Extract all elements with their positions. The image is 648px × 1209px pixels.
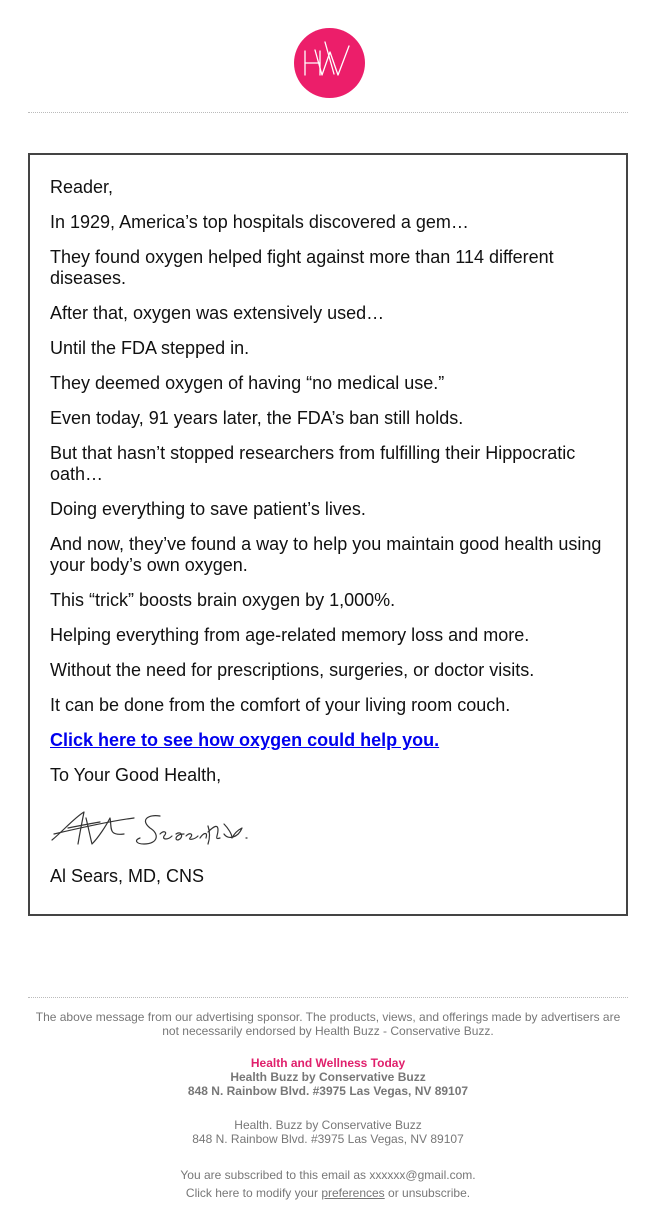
- modify-preferences-line: [28, 1184, 628, 1202]
- brand-name: Health and Wellness Today: [250, 1056, 406, 1070]
- footer-divider: [28, 997, 628, 998]
- letter-paragraph: This “trick” boosts brain oxygen by 1,000%.: [50, 590, 396, 610]
- letter-paragraph: It can be done from the comfort of your living room couch.: [50, 695, 511, 715]
- sponsor-disclaimer: The above message from our advertising sponsor. The products, views, and offerings made by advertisers are not necessarily endorsed by Health Buzz - Conservative Buzz.: [35, 1010, 621, 1038]
- email-header: [0, 0, 648, 112]
- signoff-name: Al Sears, MD, CNS: [50, 866, 205, 886]
- greeting: Reader,: [50, 177, 114, 197]
- company-address-block: [28, 1118, 628, 1146]
- modify-prefix: Click here to modify your: [185, 1186, 318, 1200]
- letter-paragraph: Doing everything to save patient’s lives.: [50, 499, 366, 519]
- company-address: 848 N. Rainbow Blvd. #3975 Las Vegas, NV 89107: [192, 1132, 464, 1146]
- letter-paragraph: They found oxygen helped fight against more than 114 different diseases.: [50, 247, 554, 288]
- closing-line: To Your Good Health,: [50, 765, 222, 785]
- company-line: Health. Buzz by Conservative Buzz: [234, 1118, 422, 1132]
- signature-image: [48, 804, 248, 852]
- letter-paragraph: But that hasn’t stopped researchers from fulfilling their Hippocratic oath…: [50, 443, 576, 484]
- modify-suffix: or unsubscribe.: [388, 1186, 471, 1200]
- header-divider: [28, 112, 628, 113]
- oxygen-cta-link[interactable]: Click here to see how oxygen could help you.: [50, 730, 440, 750]
- letter-paragraph: Helping everything from age-related memory loss and more.: [50, 625, 530, 645]
- brand-logo: [294, 28, 365, 98]
- letter-paragraph: Even today, 91 years later, the FDA’s ban still holds.: [50, 408, 464, 428]
- letter-box: [28, 153, 628, 916]
- letter-paragraph: And now, they’ve found a way to help you maintain good health using your body’s own oxygen.: [50, 534, 602, 575]
- letter-body: [50, 177, 606, 887]
- hw-logo-icon: [294, 28, 365, 98]
- brand-company: Health Buzz by Conservative Buzz: [230, 1070, 426, 1084]
- letter-paragraph: Without the need for prescriptions, surgeries, or doctor visits.: [50, 660, 535, 680]
- letter-paragraph: In 1929, America’s top hospitals discovered a gem…: [50, 212, 469, 232]
- subscription-notice: You are subscribed to this email as xxxxxx@gmail.com.: [180, 1168, 476, 1182]
- letter-paragraph: They deemed oxygen of having “no medical use.”: [50, 373, 445, 393]
- brand-address: 848 N. Rainbow Blvd. #3975 Las Vegas, NV 89107: [187, 1084, 469, 1098]
- email-footer: [28, 1010, 628, 1202]
- brand-block: [28, 1056, 628, 1098]
- letter-paragraph: After that, oxygen was extensively used…: [50, 303, 385, 323]
- letter-paragraph: Until the FDA stepped in.: [50, 338, 250, 358]
- preferences-link[interactable]: preferences: [321, 1186, 385, 1200]
